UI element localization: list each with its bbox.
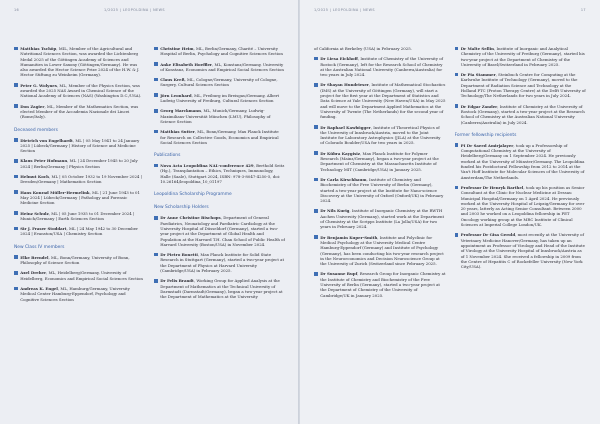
news-entry <box>14 46 145 78</box>
entry-description: ML, Cologne/Germany, University of Cologne, Surgery, Cultural Sciences Section <box>160 77 278 88</box>
entry-description: ML, Freiburg im Breisgau/Germany, Albert Ludwig University of Freiburg, Cultural Sciences Section <box>160 92 280 104</box>
entry-text: Dr Edgar Zander, Institute of Chemistry at the University of Rostock (Germany), started a two-year project at the Research School of Chemistry at the Australian National University (Canberra/Australia) in July 2024. <box>460 103 585 125</box>
news-entry <box>14 226 145 237</box>
entry-name: Christine Heim <box>160 46 194 51</box>
entry-text: PI Dr Saeed Amirjalayer, took up a Professorship of Computational Chemistry at the University of Heidelberg/Germany on 1 September 2024. He previously worked at the University of Münster/Germany. The Leopoldina funded his Postdoctoral Fellowship from 2012 to 2014 at the Van't Hoff Institute for Molecular Sciences of the University of Amsterdam/The Netherlands. <box>460 142 585 180</box>
entry-name: Nova Acta Leopoldina NAL-conference 429 <box>160 163 254 169</box>
right-column-2 <box>455 46 587 414</box>
bullet-square-icon <box>154 253 158 257</box>
entry-name: Matthias Tschöp <box>20 46 57 51</box>
news-entry <box>314 271 446 297</box>
bullet-square-icon <box>455 104 459 108</box>
news-entry <box>455 46 587 67</box>
entry-text: Dr Kübra Kaygisiz, Max Planck Institute for Polymer Research (Mainz/Germany), began a two-year project at the Department of Chemistry at the Massachusetts Institute of Technology MIT (Cambridge/USA) in January 2025. <box>320 150 439 172</box>
entry-name: Elke Brendel <box>20 254 49 260</box>
news-entry <box>14 286 145 302</box>
news-entry <box>314 82 446 119</box>
entry-description: Max Planck Institute for Solid State Research in Stuttgart (Germany), started a two-year project at the Department of Physics at Harvard University (Cambridge/USA) in February 2025. <box>160 252 285 274</box>
news-entry <box>14 270 145 281</box>
news-entry <box>455 185 587 227</box>
bullet-square-icon <box>14 287 18 291</box>
entry-name: Dr Shayan Hundrieser <box>320 82 369 88</box>
entry-description: Working Group for Applied Analysis at the Department of Mathematics at the Technical University of Darmstadt (Darmstadt/Germany), began a two-year project at the Department of Mathematics at the University <box>160 278 283 300</box>
entry-text: Dr Carla Kirschbaum, Institute of Chemistry and Biochemistry of the Free University of Berlin (Germany), started a two-year project at the Institute for Nano-science Discovery at the University of Oxford (Oxford/UK) in February 2024. <box>320 176 444 204</box>
news-entry <box>14 83 145 99</box>
entry-text: Elke Brendel, ML, Bonn/Germany, University of Bonn, Philosophy of Science Section <box>20 254 130 266</box>
bullet-square-icon <box>314 235 318 239</box>
entry-text: Dr Pietro Bonetti, Max Planck Institute for Solid State Research in Stuttgart (Germany), started a two-year project at the Department of Physics at Harvard University (Cambridge/USA) in February 2025. <box>160 252 285 274</box>
entry-name: Dr Kübra Kaygisiz <box>320 150 360 156</box>
bullet-square-icon <box>14 227 18 231</box>
entry-name: Matthias Sutter <box>160 129 195 135</box>
entry-text: Nova Acta Leopoldina NAL-conference 429, Berthold Seitz (Hg.), Transplantation – Ethics, Techniques, Immunology, Halle (Saale), Stuttgart 2024, ISBN: 978-3-8047-4250-5, doi: 10.26164/leopoldina_10_01197 <box>160 163 285 185</box>
news-entry <box>314 56 446 77</box>
news-entry <box>14 190 145 206</box>
bullet-square-icon <box>154 47 158 51</box>
news-entry <box>154 93 285 104</box>
news-entry <box>14 104 145 120</box>
entry-text: Helmut Koch, ML | 05 October 1932 to 19 November 2024 | Dresden/Germany | Mathematics Section <box>20 174 142 185</box>
bullet-square-icon <box>154 109 158 113</box>
news-entry <box>14 255 145 266</box>
right-page <box>300 0 600 424</box>
entry-description: Institute of Theoretical Physics of the University of Innsbruck/Austria, moved to the Joint Institute for Laboratory Astrophysics (JILA) at the University of Colorado Boulder/USA for two years in 2025. <box>320 124 441 146</box>
entry-text: Christine Heim, ML, Berlin/Germany, Charité – University Hospital of Berlin, Psychology and Cognitive Sciences Section <box>160 46 283 57</box>
news-entry <box>154 278 285 299</box>
left-column-2 <box>154 46 285 414</box>
entry-name: Dr Liesa Eickhoff <box>320 56 358 62</box>
entry-text: Dr Benjamin Kuper-Smith, Institute and Polyclinic for Medical Psychology at the University Medical Centre Hamburg-Eppendorf (Germany) and Institute of Psychology (Germany), has been conducting his two-year research project in the Neuroeconomics and Decision Neuroscience Group at the University of Zurich (Switzerland since February 2025. <box>320 234 444 267</box>
right-running-head: 1/2025 | LEOPOLDINA | NEWS <box>314 8 375 12</box>
bullet-square-icon <box>314 178 318 182</box>
entry-text: Dr Nils Kurig, Institute of Inorganic Chemistry at the RWTH Aachen University (Germany), started work at the Department of Chemistry at the Scripps Institute (La Jolla/USA) for two years in February 2024. <box>320 208 445 230</box>
entry-text: Axel Dreher, ML, Heidelberg/Germany, University of Heidelberg, Economics and Empirical Social Sciences Section <box>20 270 143 281</box>
bullet-square-icon <box>154 216 158 220</box>
bullet-square-icon <box>455 233 459 237</box>
bullet-square-icon <box>455 47 459 51</box>
news-entry <box>455 232 587 269</box>
news-entry <box>455 72 587 98</box>
entry-name: Dr Anne Christine Bischops <box>160 215 221 221</box>
entry-text: Dr Malte Sellin, Institute of Inorganic and Analytical Chemistry of the University of Freiburg (Germany), started his two-year project at the Department of Chemistry of the University of Basel/Switzerland in February 2025. <box>460 46 585 67</box>
entry-name: Dr Raphael Kawbögger <box>320 124 371 130</box>
news-entry <box>154 77 285 88</box>
bullet-square-icon <box>14 190 18 194</box>
entry-name: Dr Nils Kurig <box>320 208 350 214</box>
bullet-square-icon <box>314 57 318 61</box>
entry-text: Dr Felix Brandt, Working Group for Applied Analysis at the Department of Mathematics at the Technical University of Darmstadt (Darmstadt/Germany), began a two-year project at the Department of Mathematics at the University <box>160 278 283 300</box>
entry-name: Dr Edgar Zander <box>460 103 498 109</box>
news-entry <box>455 143 587 180</box>
entry-description: ML | 21 June 1943 to 01 May 2024 | Lübeck/Germany | Pathology and Forensic Medicine Section <box>20 189 141 206</box>
bullet-square-icon <box>14 211 18 215</box>
entry-description: Institute of Chemistry and Biochemistry of the Free University of Berlin (Germany), started a two-year project at the Institute for Nano-science Discovery at the University of Oxford (Oxford/UK) in February 2024. <box>320 176 444 204</box>
news-entry <box>14 138 145 154</box>
bullet-square-icon <box>455 143 459 147</box>
left-page-number: 16 <box>14 8 20 12</box>
bullet-square-icon <box>14 138 18 142</box>
news-entry <box>314 235 446 267</box>
entry-name: Dr Benjamin Kuper-Smith <box>320 234 378 240</box>
entry-text: Anke Elisabeth Hoeffler, ML, Konstanz/Germany, University of Konstanz, Economics and Empirical Social Sciences Section <box>160 61 284 72</box>
news-entry <box>314 125 446 146</box>
entry-text: Dietrich von Engelhardt, ML | 05 May 1941 to 24 January 2025 | Lübeck/Germany | History of Science and Medicine Section <box>20 137 140 154</box>
entry-description: ML | 24 May 1942 to 30 December 2024 | Evanston/USA | Chemistry Section <box>20 226 138 237</box>
entry-description: ML, Munich/Germany, Ludwig-Maximilians-Universität München (LMU), Philosophy of Science Section <box>160 108 271 124</box>
entry-name: Don Zagier <box>20 103 45 109</box>
left-running-head: 1/2025 | LEOPOLDINA | NEWS <box>104 8 165 12</box>
entry-name: Dietrich von Engelhardt <box>20 137 73 143</box>
right-page-number: 17 <box>580 8 586 12</box>
bullet-square-icon <box>455 186 459 190</box>
entry-text: Hans Konrad Müller-Hermelink, ML | 21 June 1943 to 01 May 2024 | Lübeck/Germany | Pathology and Forensic Medicine Section <box>20 189 141 206</box>
entry-description: ML | 24 December 1945 to 20 July 2024 | Berlin/Germany | Physics Section <box>20 158 138 169</box>
news-entry <box>154 108 285 124</box>
bullet-square-icon <box>314 125 318 129</box>
entry-name: Heinz Schulz <box>20 210 49 216</box>
entry-description: Institute of Chemistry of the University of Rostock (Germany), left for the Research School of Chemistry at the Australian National University (Canberra/Australia) for two years in July 2024. <box>320 56 443 78</box>
entry-text: Dr Raphael Kawbögger, Institute of Theoretical Physics of the University of Innsbruck/Austria, moved to the Joint Institute for Laboratory Astrophysics (JILA) at the University of Colorado Boulder/USA for two years in 2025. <box>320 124 441 146</box>
entry-description: ML, Bonn/Germany, University of Bonn, Philosophy of Science Section <box>20 254 130 266</box>
entry-text: Dr Shayan Hundrieser, Institute of Mathematical Stochastics (IMS) at the University of Göttingen (Germany), will start a project for the first year at the Department of Statistics and Data Science at Yale University (New Haven/USA) in May 2025 and will move to the Department Applied Mathematics at the University of Twente (The Netherlands) for the second year of funding. <box>320 82 446 120</box>
entry-text: Dr Pia Stammer, Steinbuch Centre for Computing at the Karlsruhe Institute of Technology (Germany), moved to the Department of Radiation Science and Technology at the Holland PTC (Proton Therapy Centre) at the Delft University of Technology/The Netherlands for two years in July 2024. <box>460 72 586 99</box>
section-heading: Leopoldina Scholarship Programme <box>154 192 232 198</box>
entry-name: Dr Felix Brandt <box>160 278 194 284</box>
section-heading: Former fellowship recipients <box>454 132 517 138</box>
entry-name: Peter G. Wolynes <box>20 82 57 88</box>
bullet-square-icon <box>154 62 158 66</box>
news-entry <box>154 129 285 145</box>
entry-text: Dr Anne Christine Bischops, Department of General Paediatrics, Neonatology and Paediatric Cardiology at the University Hospital of Düsseldorf (Germany), started a two-year project at the Department of Global Health and Population at the Harvard T.H. Chan School of Public Health of Harvard University (Boston/USA) in November 2024. <box>160 215 285 247</box>
bullet-square-icon <box>154 78 158 82</box>
entry-text: Jörn Leonhard, ML, Freiburg im Breisgau/Germany, Albert Ludwig University of Freiburg, Cultural Sciences Section <box>160 92 280 104</box>
entry-name: Helmut Koch <box>20 174 50 180</box>
news-entry <box>314 208 446 229</box>
entry-text: Professor Dr Gisa Gerold, most recently at the University of Veterinary Medicine Hanover/Germany, has taken up an appointment as Professor of Virology and Head of the Institute of Virology at the University Hospital of Innsbruck/Austria as of 1 November 2024. She received a fellowship in 2009 from the Centre of Hepatitis C of Rockefeller University (New York City/USA). <box>460 232 585 270</box>
bullet-square-icon <box>154 279 158 283</box>
entry-name: Hans Konrad Müller-Hermelink <box>20 189 90 195</box>
bullet-square-icon <box>314 272 318 276</box>
news-entry <box>154 163 285 184</box>
news-entry <box>154 215 285 247</box>
entry-description: Max Planck Institute for Polymer Research (Mainz/Germany), began a two-year project at the Department of Chemistry at the Massachusetts Institute of Technology MIT (Cambridge/USA) in January 2025. <box>320 150 439 172</box>
entry-name: Claus Kreß <box>160 77 185 83</box>
left-columns <box>14 46 285 414</box>
entry-description: Institute and Polyclinic for Medical Psychology at the University Medical Centre Hamburg-Eppendorf (Germany) and Institute of Psychology (Germany), has been conducting his two-year research project in the Neuroeconomics and Decision Neuroscience Group at the University of Zurich (Switzerland since February 2025. <box>320 234 444 267</box>
left-column-1 <box>14 46 145 414</box>
entry-description: Institute of Inorganic and Analytical Chemistry of the University of Freiburg (Germany), started his two-year project at the Department of Chemistry of the University of Basel/Switzerland in February 2025. <box>460 46 585 67</box>
entry-text: Andreas K. Engel, ML, Hamburg/Germany, University Medical Center Hamburg-Eppendorf, Psychology and Cognitive Sciences Section <box>20 285 130 302</box>
entry-name: Axel Dreher <box>20 270 47 276</box>
bullet-square-icon <box>14 83 18 87</box>
entry-description: ML | 05 October 1932 to 19 November 2024 | Dresden/Germany | Mathematics Section <box>20 174 142 185</box>
entry-name: Andreas K. Engel <box>20 285 58 291</box>
bullet-square-icon <box>314 151 318 155</box>
entry-name: Dr Carla Kirschbaum <box>320 176 367 182</box>
entry-name: Dr Pietro Bonetti <box>160 252 198 258</box>
entry-text: Peter G. Wolynes, ML, Member of the Physics Section, was awarded the 2025 NAS Award in Chemical Science of the National Academy of Sciences (NAS) (Washington D.C./USA). <box>20 82 142 99</box>
entry-name: Dr Malte Sellin <box>460 46 494 51</box>
news-entry <box>455 104 587 125</box>
entry-description: Department of General Paediatrics, Neonatology and Paediatric Cardiology at the University Hospital of Düsseldorf (Germany), started a two-year project at the Department of Global Health and Population at the Harvard T.H. Chan School of Public Health of Harvard University (Boston/USA) in November 2024. <box>160 215 285 247</box>
entry-text: Sir J. Fraser Stoddart, ML | 24 May 1942 to 30 December 2024 | Evanston/USA | Chemistry Section <box>20 226 138 237</box>
entry-description: ML, Konstanz/Germany, University of Konstanz, Economics and Empirical Social Sciences Section <box>160 61 284 72</box>
entry-name: Jörn Leonhard <box>160 92 192 98</box>
entry-description: Research Group for Inorganic Chemistry at the Institute of Chemistry and Biochemistry of the Free University of Berlin (Germany), started a two-year project at the Department of Chemistry of the University of Cambridge/UK in January 2025. <box>320 271 446 298</box>
news-entry <box>14 158 145 169</box>
news-entry <box>154 46 285 57</box>
entry-name: Dr Susanne Rupf <box>320 271 358 277</box>
bullet-square-icon <box>154 130 158 134</box>
entry-text: Professor Dr Henryk Barthel, took up his position as Senior Consultant at the Clinic for Nuclear Medicine at Dessau Municipal Hospital/Germany on 1 April 2024. He previously worked at the University Hospital of Leipzig/Germany for over 20 years, latterly as Acting Senior Consultant. Between 2000 and 2003 he worked on a Leopoldina fellowship in PET Oncology working group at the MRC Institute of Clinical Sciences at Imperial College London/UK. <box>460 184 585 228</box>
entry-text: Don Zagier, ML, Member of the Mathematics Section, was elected Member of the Accademia Nazionale dei Lincei (Rome/Italy). <box>20 103 139 120</box>
entry-name: Sir J. Fraser Stoddart <box>20 226 67 232</box>
entry-description: most recently at the University of Veterinary Medicine Hanover/Germany, has taken up an appointment as Professor of Virology and Head of the Institute of Virology at the University Hospital of Innsbruck/Austria as of 1 November 2024. She received a fellowship in 2009 from the Centre of Hepatitis C of Rockefeller University (New York City/USA). <box>460 232 585 270</box>
entry-text: Matthias Sutter, ML, Bonn/Germany, Max Planck Institute for Research on Collective Goods, Economics and Empirical Social Sciences Section <box>160 129 279 145</box>
entry-description: ML, Member of the Physics Section, was awarded the 2025 NAS Award in Chemical Science of the National Academy of Sciences (NAS) (Washington D.C./USA). <box>20 82 142 99</box>
entry-name: Anke Elisabeth Hoeffler <box>160 61 212 67</box>
bullet-square-icon <box>314 83 318 87</box>
entry-name: Dr Pia Stammer <box>460 72 496 78</box>
section-heading: Deceased members <box>14 127 58 133</box>
bullet-square-icon <box>14 104 18 108</box>
bullet-square-icon <box>455 73 459 77</box>
entry-description: MIL, Member of the Agricultural and Nutritional Sciences Section, was awarded the Lichtenberg Medal 2025 of the Göttingen Academy of Sciences and Humanities in Lower Saxony (Göttingen/Germany). He was also awarded the Hector Science Prize 2024 of the H.W. & J. Hector Stiftung zu Weinheim (Germany). <box>20 46 140 78</box>
news-entry <box>314 177 446 203</box>
entry-text: Dr Susanne Rupf, Research Group for Inorganic Chemistry at the Institute of Chemistry and Biochemistry of the Free University of Berlin (Germany), started a two-year project at the Department of Chemistry of the University of Cambridge/UK in January 2025. <box>320 271 446 298</box>
entry-description: took up his position as Senior Consultant at the Clinic for Nuclear Medicine at Dessau Municipal Hospital/Germany on 1 April 2024. He previously worked at the University Hospital of Leipzig/Germany for over 20 years, latterly as Acting Senior Consultant. Between 2000 and 2003 he worked on a Leopoldina fellowship in PET Oncology working group at the MRC Institute of Clinical Sciences at Imperial College London/UK. <box>460 184 585 228</box>
entry-description: ML, Hamburg/Germany, University Medical Center Hamburg-Eppendorf, Psychology and Cognitive Sciences Section <box>20 285 130 302</box>
section-heading: New Class IV members <box>14 244 65 250</box>
entry-description: Institute of Mathematical Stochastics (IMS) at the University of Göttingen (Germany), will start a project for the first year at the Department of Statistics and Data Science at Yale University (New Haven/USA) in May 2025 and will move to the Department Applied Mathematics at the University of Twente (The Netherlands) for the second year of funding. <box>320 82 446 120</box>
entry-name: Professor Dr Gisa Gerold <box>460 232 516 238</box>
entry-name: Georg Marckmann <box>160 108 201 114</box>
entry-name: Klaus Peter Hofmann <box>20 158 68 164</box>
entry-name: Professor Dr Henryk Barthel <box>460 184 524 190</box>
entry-text: Klaus Peter Hofmann, ML | 24 December 1945 to 20 July 2024 | Berlin/Germany | Physics Section <box>20 158 138 169</box>
bullet-square-icon <box>154 164 158 168</box>
entry-text: Heinz Schulz, ML | 05 June 1935 to 01 December 2024 | Munich/Germany | Earth Sciences Section <box>20 210 135 221</box>
entry-description: Institute of Chemistry at the University of Rostock (Germany), started a two-year project at the Research School of Chemistry at the Australian National University (Canberra/Australia) in July 2024. <box>460 103 585 125</box>
entry-description: ML, Bonn/Germany, Max Planck Institute for Research on Collective Goods, Economics and Empirical Social Sciences Section <box>160 129 279 145</box>
section-heading: New Scholarship Holders <box>154 205 209 211</box>
bullet-square-icon <box>154 93 158 97</box>
entry-description: Steinbuch Centre for Computing at the Karlsruhe Institute of Technology (Germany), moved to the Department of Radiation Science and Technology at the Holland PTC (Proton Therapy Centre) at the Delft University of Technology/The Netherlands for two years in July 2024. <box>460 72 586 99</box>
news-entry <box>314 151 446 172</box>
bullet-square-icon <box>14 175 18 179</box>
continued-text: of California at Berkeley (USA) in February 2025. <box>314 46 412 51</box>
bullet-square-icon <box>14 159 18 163</box>
news-entry <box>154 62 285 73</box>
entry-description: ML, Heidelberg/Germany, University of Heidelberg, Economics and Empirical Social Sciences Section <box>20 270 143 281</box>
entry-text: Claus Kreß, ML, Cologne/Germany, University of Cologne, Surgery, Cultural Sciences Section <box>160 77 278 88</box>
entry-name: PI Dr Saeed Amirjalayer <box>460 142 514 148</box>
entry-description: ML | 05 May 1941 to 24 January 2025 | Lübeck/Germany | History of Science and Medicine Section <box>20 137 140 154</box>
entry-description: Institute of Inorganic Chemistry at the RWTH Aachen University (Germany), started work at the Department of Chemistry at the Scripps Institute (La Jolla/USA) for two years in February 2024. <box>320 208 445 230</box>
entry-description: Berthold Seitz (Hg.), Transplantation – Ethics, Techniques, Immunology, Halle (Saale), Stuttgart 2024, ISBN: 978-3-8047-4250-5, doi: 10.26164/leopoldina_10_01197 <box>160 163 285 185</box>
news-entry <box>154 252 285 273</box>
entry-description: ML, Berlin/Germany, Charité – University Hospital of Berlin, Psychology and Cognitive Sciences Section <box>160 46 283 57</box>
entry-text: Dr Liesa Eickhoff, Institute of Chemistry of the University of Rostock (Germany), left for the Research School of Chemistry at the Australian National University (Canberra/Australia) for two years in July 2024. <box>320 56 443 78</box>
right-columns <box>314 46 586 414</box>
entry-description: ML | 05 June 1935 to 01 December 2024 | Munich/Germany | Earth Sciences Section <box>20 210 135 221</box>
bullet-square-icon <box>14 47 18 51</box>
entry-description: ML, Member of the Mathematics Section, was elected Member of the Accademia Nazionale dei Lincei (Rome/Italy). <box>20 103 139 120</box>
section-heading: Publications <box>154 153 181 159</box>
entry-description: took up a Professorship of Computational Chemistry at the University of Heidelberg/Germany on 1 September 2024. He previously worked at the University of Münster/Germany. The Leopoldina funded his Postdoctoral Fellowship from 2012 to 2014 at the Van't Hoff Institute for Molecular Sciences of the University of Amsterdam/The Netherlands. <box>460 142 585 180</box>
bullet-square-icon <box>314 209 318 213</box>
news-entry <box>14 174 145 185</box>
entry-text: Georg Marckmann, ML, Munich/Germany, Ludwig-Maximilians-Universität München (LMU), Philosophy of Science Section <box>160 108 271 124</box>
entry-text: Matthias Tschöp, MIL, Member of the Agricultural and Nutritional Sciences Section, was awarded the Lichtenberg Medal 2025 of the Göttingen Academy of Sciences and Humanities in Lower Saxony (Göttingen/Germany). He was also awarded the Hector Science Prize 2024 of the H.W. & J. Hector Stiftung zu Weinheim (Germany). <box>20 46 140 78</box>
right-column-1 <box>314 46 446 414</box>
news-entry <box>14 211 145 222</box>
bullet-square-icon <box>14 255 18 259</box>
bullet-square-icon <box>14 271 18 275</box>
